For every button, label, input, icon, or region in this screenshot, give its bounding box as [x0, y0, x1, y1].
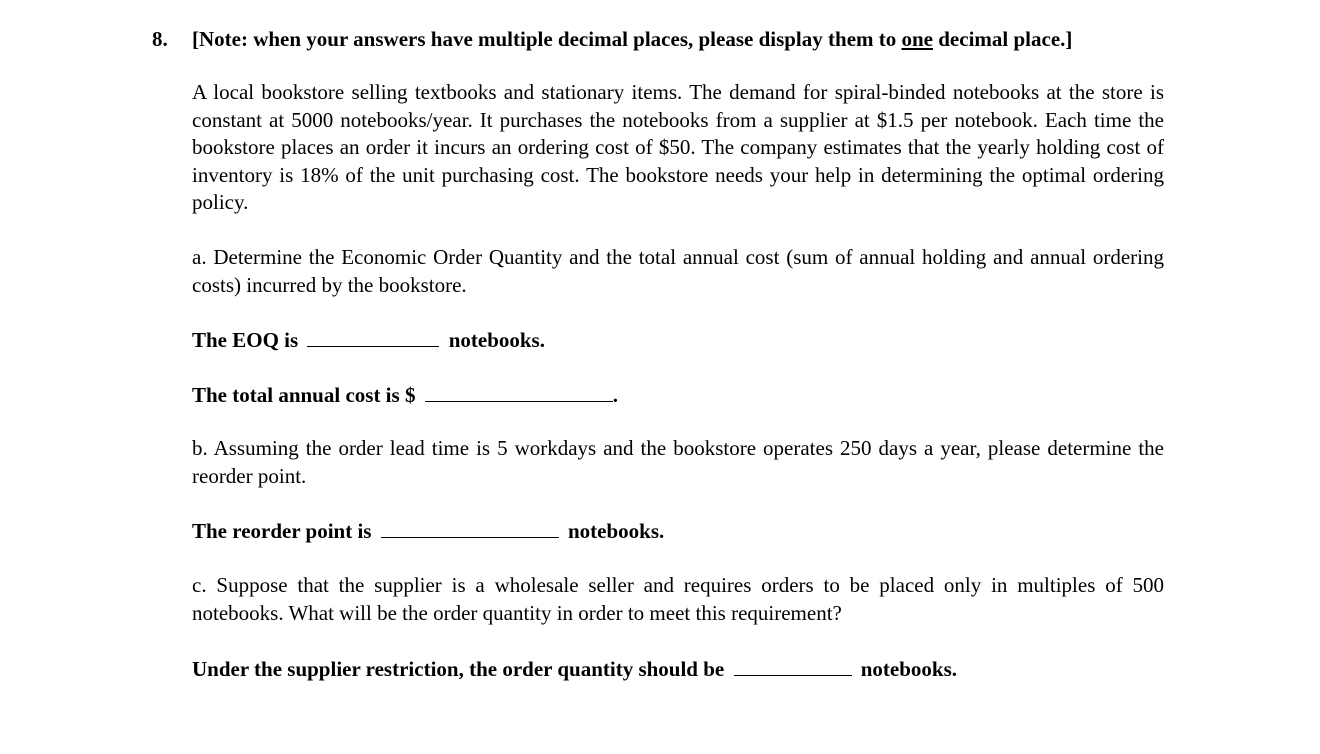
problem-statement: A local bookstore selling textbooks and stationary items. The demand for spiral-binded notebooks at the store is constant at 5000 notebooks/year. It purchases the notebooks from a supplier at $1.5 per notebook. Each time the bookstore places an order it incurs an ordering cost of $50. The company estimates that the yearly holding cost of inventory is 18% of the unit purchasing cost. The bookstore needs your help in determining the optimal ordering policy.	[192, 80, 1164, 214]
note-text-end: decimal place.]	[933, 27, 1073, 51]
eoq-label: The EOQ is	[192, 328, 299, 352]
reorder-point-answer-blank[interactable]	[381, 517, 559, 538]
supplier-restriction-answer-line	[192, 655, 957, 682]
reorder-point-unit: notebooks.	[567, 519, 665, 543]
eoq-answer-line	[192, 326, 545, 353]
eoq-answer-blank[interactable]	[307, 326, 439, 347]
part-a-question: a. Determine the Economic Order Quantity and the total annual cost (sum of annual holding and annual ordering costs) incurred by the bookstore.	[192, 245, 1164, 297]
eoq-unit: notebooks.	[448, 328, 545, 352]
supplier-restriction-label: Under the supplier restriction, the order quantity should be	[192, 657, 725, 681]
total-cost-answer-line	[192, 381, 618, 408]
part-c-question: c. Suppose that the supplier is a wholesale seller and requires orders to be placed only in multiples of 500 notebooks. What will be the order quantity in order to meet this requirement?	[192, 573, 1164, 625]
part-b-question: b. Assuming the order lead time is 5 workdays and the bookstore operates 250 days a year, please determine the reorder point.	[192, 436, 1164, 488]
decimal-note	[192, 26, 1072, 52]
question-number: 8.	[152, 27, 168, 51]
reorder-point-label: The reorder point is	[192, 519, 372, 543]
total-cost-label: The total annual cost is $	[192, 383, 416, 407]
supplier-restriction-unit: notebooks.	[860, 657, 958, 681]
supplier-restriction-answer-blank[interactable]	[734, 655, 852, 676]
total-cost-period: .	[612, 383, 618, 407]
note-text-start: [Note: when your answers have multiple decimal places, please display them to	[192, 27, 902, 51]
reorder-point-answer-line	[192, 517, 664, 544]
note-emphasis: one	[901, 27, 933, 51]
total-cost-answer-blank[interactable]	[425, 381, 613, 402]
